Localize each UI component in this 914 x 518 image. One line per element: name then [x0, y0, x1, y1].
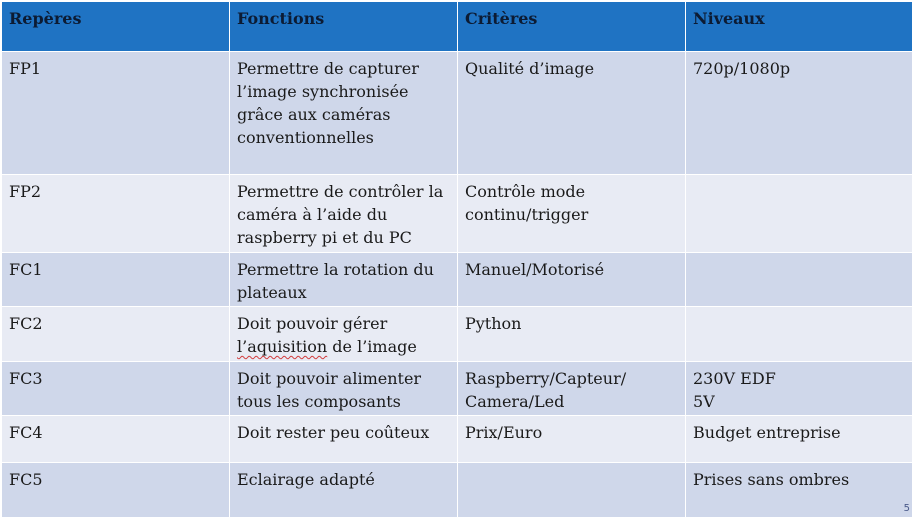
cell-ref: FC5	[2, 463, 230, 518]
cell-critere: Manuel/Motorisé	[458, 253, 686, 307]
table-row	[2, 175, 913, 253]
cell-niveau: 720p/1080p	[686, 52, 913, 175]
cell-fonction: Permettre la rotation du plateaux	[230, 253, 458, 307]
table-row	[2, 463, 913, 518]
cell-ref: FP2	[2, 175, 230, 253]
cell-niveau	[686, 307, 913, 362]
cell-niveau: Budget entreprise	[686, 416, 913, 463]
cell-ref: FC1	[2, 253, 230, 307]
cell-critere: Contrôle mode continu/trigger	[458, 175, 686, 253]
cell-ref: FC4	[2, 416, 230, 463]
table-header-row	[2, 2, 913, 52]
cell-ref: FP1	[2, 52, 230, 175]
table-row	[2, 52, 913, 175]
cell-niveau	[686, 175, 913, 253]
header-reperes: Repères	[2, 2, 230, 52]
table-row	[2, 416, 913, 463]
cell-critere: Python	[458, 307, 686, 362]
cell-critere: Prix/Euro	[458, 416, 686, 463]
page-number: 5	[903, 503, 910, 514]
fonction-line-1: Doit pouvoir gérer	[237, 314, 388, 333]
cell-ref: FC3	[2, 362, 230, 416]
spellcheck-word: l’aquisition	[237, 337, 328, 356]
cell-critere	[458, 463, 686, 518]
table-row	[2, 253, 913, 307]
header-fonctions: Fonctions	[230, 2, 458, 52]
cell-fonction: Doit pouvoir alimenter tous les composants	[230, 362, 458, 416]
cell-fonction: Permettre de capturer l’image synchronisée grâce aux caméras conventionnelles	[230, 52, 458, 175]
table-row	[2, 307, 913, 362]
cell-fonction: Eclairage adapté	[230, 463, 458, 518]
cell-niveau	[686, 253, 913, 307]
header-criteres: Critères	[458, 2, 686, 52]
cell-fonction: Permettre de contrôler la caméra à l’aide du raspberry pi et du PC	[230, 175, 458, 253]
cell-critere: Raspberry/Capteur/ Camera/Led	[458, 362, 686, 416]
cell-niveau: Prises sans ombres	[686, 463, 913, 518]
cell-fonction	[230, 307, 458, 362]
cell-critere: Qualité d’image	[458, 52, 686, 175]
functional-spec-table	[1, 1, 913, 518]
cell-ref: FC2	[2, 307, 230, 362]
table-row	[2, 362, 913, 416]
fonction-line-2-rest: de l’image	[327, 337, 417, 356]
header-niveaux: Niveaux	[686, 2, 913, 52]
cell-fonction: Doit rester peu coûteux	[230, 416, 458, 463]
cell-niveau: 230V EDF 5V	[686, 362, 913, 416]
